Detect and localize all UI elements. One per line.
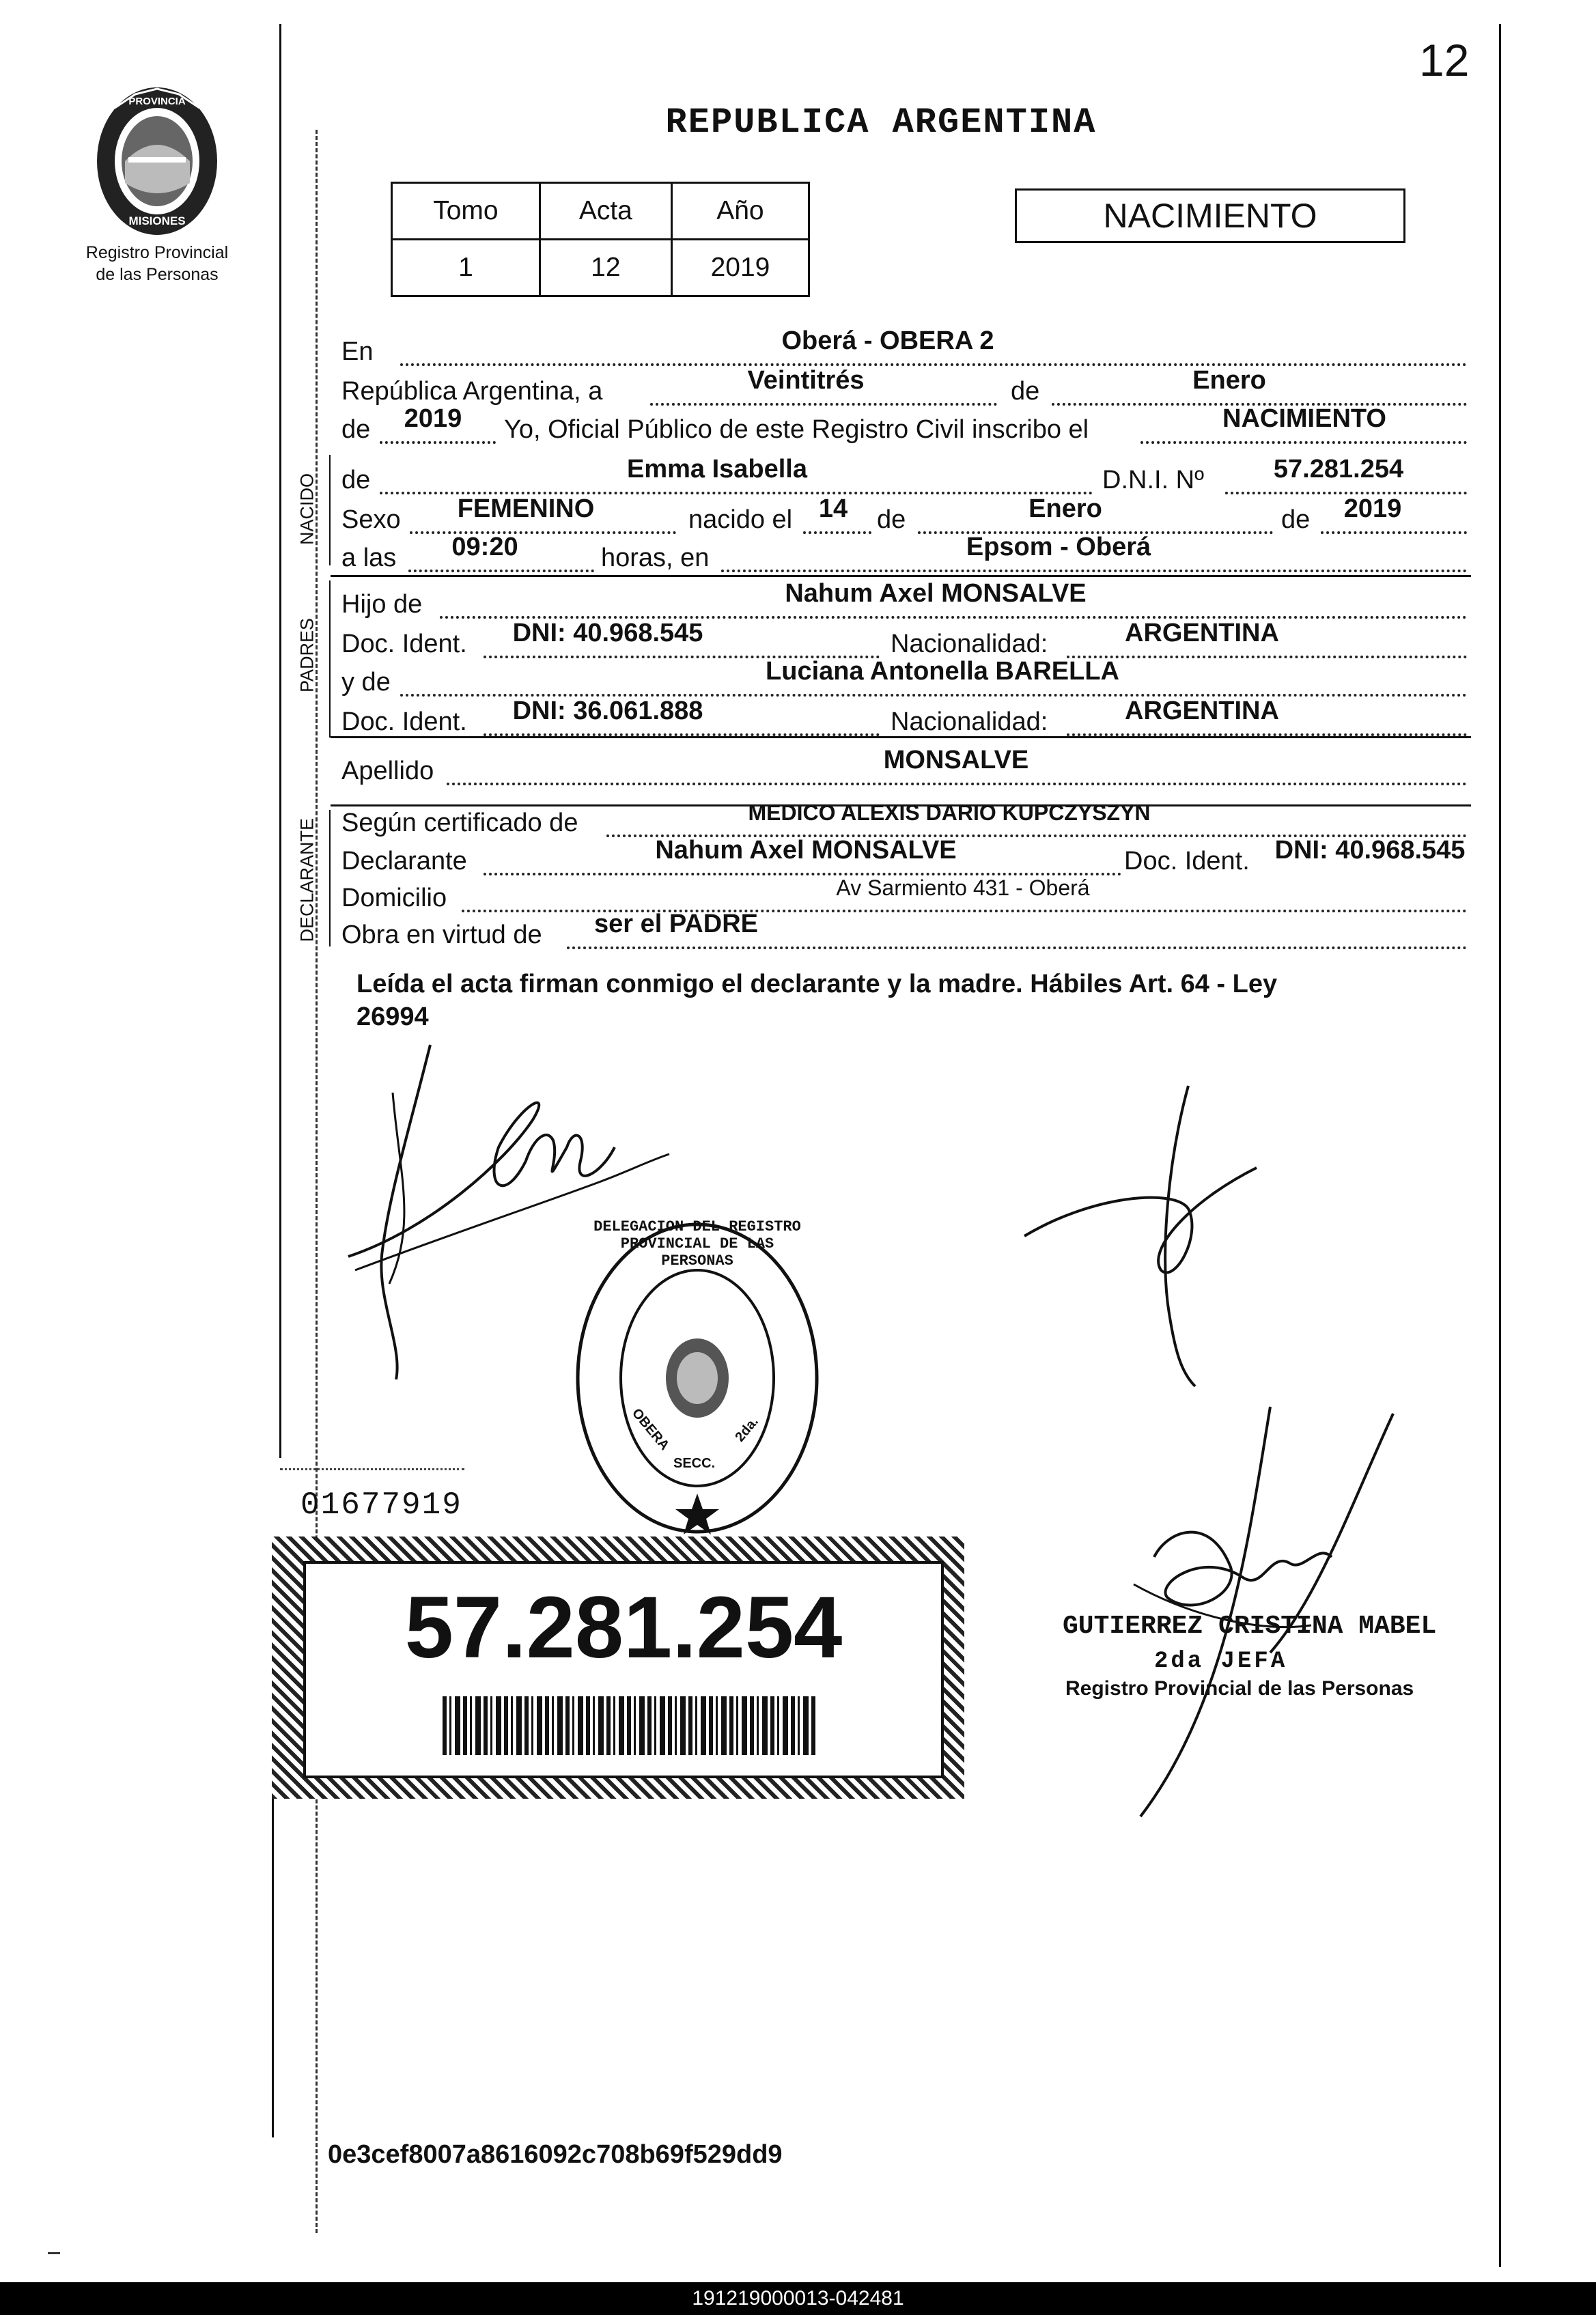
label-y-de: y de (341, 668, 391, 697)
officer-signature-upper (1011, 1079, 1284, 1393)
stamp-number: 01677919 (300, 1487, 462, 1523)
stamp-number-border (280, 1468, 464, 1470)
side-label-declarante: DECLARANTE (296, 817, 318, 942)
barcode (443, 1696, 818, 1755)
table-value-anio: 2019 (671, 240, 809, 296)
label-number: 57.281.254 (404, 1579, 843, 1676)
seal-arc-text: DELEGACION DEL REGISTRO PROVINCIAL DE LAS PERSONAS (593, 1218, 801, 1269)
seal-inner-left: OBERA (628, 1405, 673, 1453)
label-nacionalidad: Nacionalidad: (891, 630, 1048, 658)
value-padre: Nahum Axel MONSALVE (785, 579, 1087, 608)
dotted-line (1321, 531, 1467, 534)
value-declarante: Nahum Axel MONSALVE (655, 836, 957, 865)
dotted-line (721, 570, 1467, 572)
label-domicilio: Domicilio (341, 884, 447, 912)
value-padre-nac: ARGENTINA (1125, 619, 1279, 647)
label-doc-ident: Doc. Ident. (341, 630, 467, 658)
value-dia: Veintitrés (747, 366, 865, 395)
label-de3: de (877, 505, 906, 534)
table-header-anio: Año (671, 183, 809, 240)
value-nac-dia: 14 (818, 494, 848, 523)
right-margin-line (1499, 24, 1501, 2267)
value-madre-nac: ARGENTINA (1125, 697, 1279, 725)
margin-mark (48, 2252, 60, 2254)
table-value-acta: 12 (540, 240, 671, 296)
label-yo: Yo, Oficial Público de este Registro Civil inscribo el (504, 415, 1089, 444)
seal-inner-right: 2da. (732, 1414, 761, 1445)
province-logo (87, 81, 227, 241)
label-de: de (1011, 377, 1040, 406)
value-madre: Luciana Antonella BARELLA (766, 657, 1119, 686)
dotted-line (408, 570, 594, 572)
footer-code: 191219000013-042481 (692, 2287, 904, 2310)
footer-bar (0, 2282, 1596, 2315)
registry-name-line1: Registro Provincial (85, 243, 229, 262)
left-perforation (316, 130, 318, 2233)
official-name: GUTIERREZ CRISTINA MABEL (1063, 1612, 1437, 1641)
value-declarante-doc: DNI: 40.968.545 (1274, 836, 1466, 865)
left-margin-line (279, 24, 281, 1458)
value-domicilio: Av Sarmiento 431 - Oberá (836, 875, 1090, 900)
label-de4: de (1281, 505, 1311, 534)
table-header-acta: Acta (540, 183, 671, 240)
value-nombre: Emma Isabella (626, 455, 808, 483)
dotted-line (400, 363, 1467, 366)
value-lugar: Oberá - OBERA 2 (781, 326, 994, 355)
label-sexo: Sexo (341, 505, 401, 534)
value-padre-doc: DNI: 40.968.545 (512, 619, 703, 647)
dotted-line (380, 441, 496, 444)
dotted-line (803, 531, 871, 534)
table-value-tomo: 1 (392, 240, 540, 296)
table-header-tomo: Tomo (392, 183, 540, 240)
section-rule (331, 575, 1471, 577)
label-hijo-de: Hijo de (341, 590, 423, 619)
label-de2: de (341, 415, 371, 444)
value-hora: 09:20 (451, 533, 518, 561)
official-seal (571, 1217, 824, 1539)
value-certificado: MEDICO ALEXIS DARIO KUPCZYSZYN (748, 800, 1151, 825)
label-nacido-el: nacido el (688, 505, 793, 534)
document-hash: 0e3cef8007a8616092c708b69f529dd9 (328, 2140, 783, 2169)
label-a-las: a las (341, 544, 397, 572)
registry-name-line2: de las Personas (96, 265, 219, 284)
dotted-line (567, 946, 1467, 949)
value-nac-mes: Enero (1028, 494, 1102, 523)
side-label-nacido: NACIDO (296, 473, 318, 546)
label-obra: Obra en virtud de (341, 921, 542, 949)
label-nacionalidad2: Nacionalidad: (891, 707, 1048, 736)
value-sexo: FEMENINO (457, 494, 595, 523)
value-obra: ser el PADRE (593, 910, 759, 938)
label-segun: Según certificado de (341, 809, 578, 837)
label-declarante: Declarante (341, 847, 467, 875)
dotted-line (447, 783, 1467, 785)
label-doc-ident3: Doc. Ident. (1124, 847, 1250, 875)
value-anio: 2019 (404, 404, 462, 433)
dni-label (272, 1537, 964, 1799)
section-divider-declarante (329, 810, 331, 946)
section-divider-padres (329, 580, 331, 738)
seal-inner-bottom: SECC. (673, 1456, 716, 1471)
closing-text-line2: 26994 (356, 1002, 429, 1031)
label-horas-en: horas, en (601, 544, 710, 572)
left-margin-line-lower (272, 1796, 274, 2137)
label-doc-ident2: Doc. Ident. (341, 707, 467, 736)
label-dni: D.N.I. Nº (1102, 466, 1204, 494)
official-role: 2da JEFA (1154, 1648, 1288, 1674)
side-label-padres: PADRES (296, 617, 318, 693)
official-office: Registro Provincial de las Personas (1065, 1677, 1414, 1700)
act-type-box: NACIMIENTO (1015, 188, 1405, 243)
value-madre-doc: DNI: 36.061.888 (512, 697, 703, 725)
label-republica: República Argentina, a (341, 377, 603, 406)
country-title: REPUBLICA ARGENTINA (665, 102, 1097, 143)
value-nac-anio: 2019 (1343, 494, 1402, 523)
label-apellido: Apellido (341, 757, 434, 785)
act-reference-table (391, 182, 810, 297)
label-de-name: de (341, 466, 371, 494)
value-apellido: MONSALVE (883, 746, 1029, 774)
label-en: En (341, 337, 374, 366)
closing-text-line1: Leída el acta firman conmigo el declarante y la madre. Hábiles Art. 64 - Ley (356, 970, 1278, 998)
logo-arc-bottom: MISIONES (128, 214, 186, 227)
dotted-line (650, 403, 997, 406)
logo-arc-top: PROVINCIA DE (128, 96, 186, 119)
section-divider-nacido (329, 455, 331, 565)
value-inscribe: NACIMIENTO (1222, 404, 1386, 433)
value-lugar-nac: Epsom - Oberá (966, 533, 1151, 561)
value-dni: 57.281.254 (1273, 455, 1404, 483)
page-number: 12 (1419, 35, 1470, 85)
dotted-line (1140, 441, 1467, 444)
value-mes: Enero (1192, 366, 1266, 395)
section-rule (331, 736, 1471, 738)
